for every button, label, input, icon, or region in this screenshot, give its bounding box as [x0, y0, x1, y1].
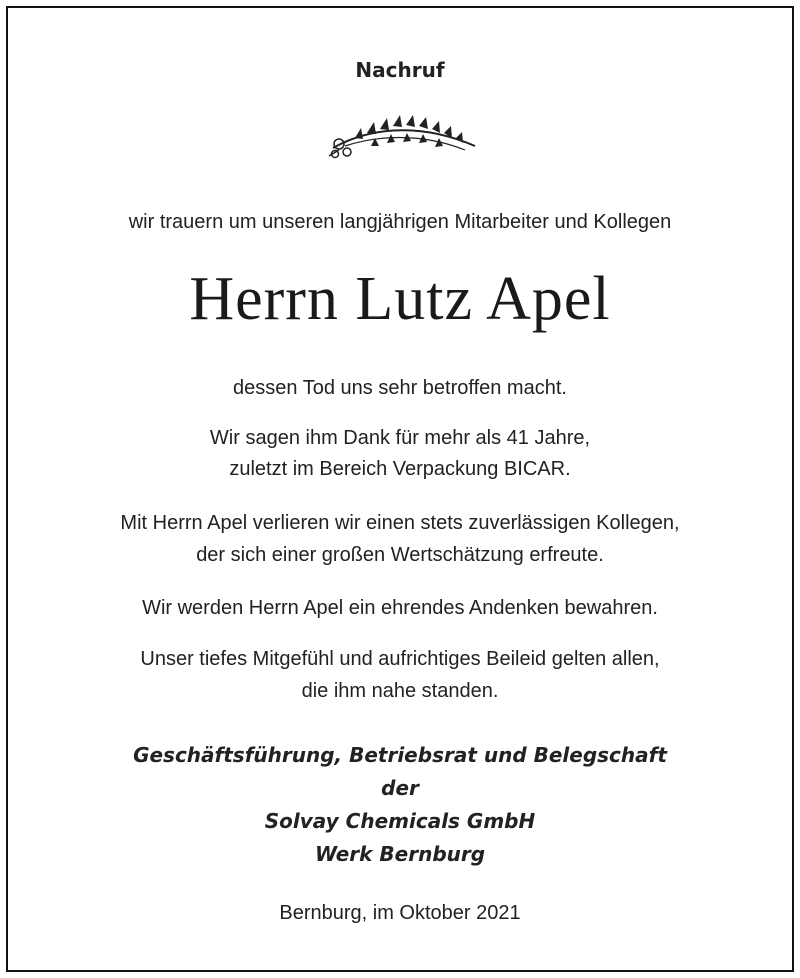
paragraph-5-line-1: Unser tiefes Mitgefühl und aufrichtiges Beileid gelten allen,	[140, 648, 660, 670]
signature-site: Werk Bernburg	[314, 842, 486, 866]
paragraph-2-line-1: Wir sagen ihm Dank für mehr als 41 Jahre,	[209, 427, 591, 449]
olive-branch-icon	[325, 110, 477, 160]
notice-title: Nachruf	[355, 58, 445, 82]
paragraph-3-line-2: der sich einer großen Wertschätzung erfreute.	[196, 544, 604, 566]
signature-company: Solvay Chemicals GmbH	[264, 809, 536, 833]
paragraph-5-line-2: die ihm nahe standen.	[301, 680, 499, 702]
paragraph-3-line-1: Mit Herrn Apel verlieren wir einen stets zuverlässigen Kollegen,	[120, 512, 680, 534]
intro-text: wir trauern um unseren langjährigen Mitarbeiter und Kollegen	[128, 211, 672, 233]
paragraph-2-line-2: zuletzt im Bereich Verpackung BICAR.	[229, 458, 571, 480]
place-date: Bernburg, im Oktober 2021	[279, 902, 521, 924]
signature-line-1: Geschäftsführung, Betriebsrat und Belegschaft	[133, 743, 667, 767]
deceased-name: Herrn Lutz Apel	[189, 265, 611, 333]
paragraph-1-line-1: dessen Tod uns sehr betroffen macht.	[233, 377, 567, 399]
paragraph-4-line-1: Wir werden Herrn Apel ein ehrendes Andenken bewahren.	[142, 597, 658, 619]
signature-line-2: der	[381, 776, 419, 800]
